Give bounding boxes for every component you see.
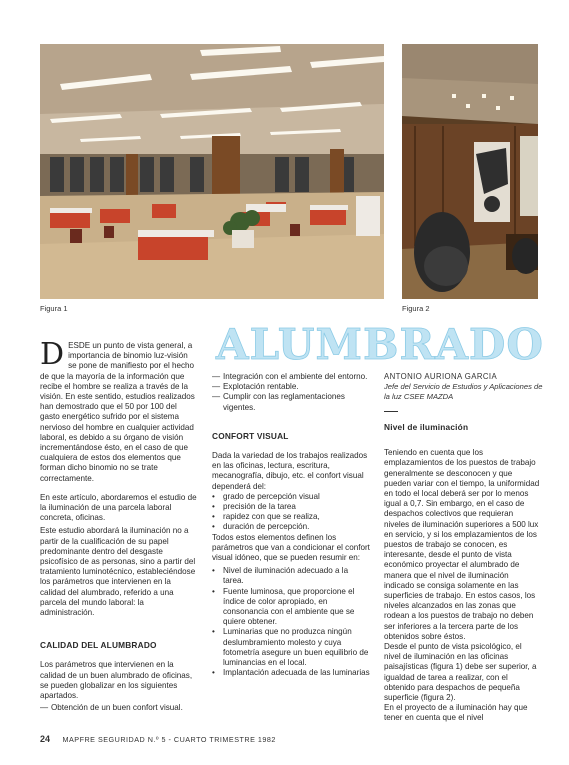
list-item: • duración de percepción. [212,522,310,532]
page-number: 24 [40,734,51,744]
publication-line: MAPFRE SEGURIDAD N.º 5 - CUARTO TRIMESTRE 1982 [62,735,276,744]
list-item: • precisión de la tarea [212,502,296,512]
paragraph: Teniendo en cuenta que los emplazamientos de los puestos de trabajo generalmente se desconocen y que pueden variar con el tiempo, la uniformidad en todo el local deberá ser por lo menos igual a 0,7. Sin embargo, en el caso de despachos colectivos que requieran niveles de iluminación superiores a 500 lux en servicio, y si los emplazamientos de los puestos de trabajo se conocen, es interesante, desde el punto de vista económico proyectar el alumbrado de manera que el nivel de iluminación indicado se consiga solamente en las superficies de trabajo. En estos casos, los niveles alcanzados en las zonas que rodean a los puestos de trabajo no deben ser inferiores a la tercera parte de los obtenidos sobre éstos. [384,448,540,641]
intro-text: ESDE un punto de vista general, a importancia de binomio luz-visión se pone de manifiesto por el hecho de que la mayoría de la información que recibe el hombre se realiza a través de la visión. En este sentido, estudios realizados han demostrado que el 50 por 100 del gasto energético sufrido por el sistema nervioso del hombre en cualquier actividad laboral, es debido a su órgano de visión incrementándose ésto, en el caso de que cualquiera de estos dos elementos que forman dicho binomio no se trate correctamente. [40,341,195,483]
intro-paragraph [40,337,198,484]
figure-2-photo [402,44,538,299]
paragraph: Dada la variedad de los trabajos realizados en las oficinas, lectura, escritura, mecanografía, dibujo, etc. el confort visual dependerá del: [212,451,368,491]
paragraph: Desde el punto de vista psicológico, el nivel de iluminación en las oficinas paisajísticas (figura 1) debe ser superior, a igualdad de tarea a realizar, con el obtenido para despachos de pequeña superficie (figura 2). [384,642,537,703]
list-item: • rapidez con que se realiza, [212,512,320,522]
list-item: • Nivel de iluminación adecuado a la tarea. [212,566,349,586]
list-item: — Integración con el ambiente del entorno. [212,372,368,381]
paragraph: Este estudio abordará la iluminación no a partir de la cualificación de su papel predominante dentro del desgaste psicofísico de as personas, sino a partir del tratamiento luminotécnico, estableciéndose los parámetros que intervienen en la calidad del alumbrado, referido a una parcela del mundo laboral: la administración. [40,526,196,618]
paragraph: En este artículo, abordaremos el estudio de la iluminación de una parcela laboral concreta, oficinas. [40,492,197,523]
list-item: — Cumplir con las reglamentaciones vigentes. [212,392,345,412]
list-item: — Obtención de un buen confort visual. [40,703,183,713]
paragraph: Los parámetros que intervienen en la calidad de un buen alumbrado de oficinas, se pueden globalizar en los siguientes apartados. [40,660,193,701]
section-heading-calidad: CALIDAD DEL ALUMBRADO [40,640,157,651]
author-name: ANTONIO AURIONA GARCIA [384,372,498,381]
list-item: — Explotación rentable. [212,382,299,392]
article-title: ALUMBRADO [216,320,544,369]
paragraph: En el proyecto de a iluminación hay que tener en cuenta que el nivel [384,703,528,723]
list-item: • grado de percepción visual [212,491,320,501]
section-heading-nivel: Nivel de iluminación [384,422,469,432]
section-heading-confort: CONFORT VISUAL [212,430,289,441]
column-3 [384,422,540,724]
page-footer [40,734,276,744]
figure-1-photo [40,44,384,299]
list-item: • Implantación adecuada de las luminarias [212,668,370,678]
paragraph: Todos estos elementos definen los parámetros que van a condicionar el confort visual idóneo, que se pueden resumir en: [212,532,370,563]
list-item: • Luminarias que no produzca ningún deslumbramiento molesto y cuya fotometría asegure un buen equilibrio de luminancias en el local. [212,627,369,668]
figure-1-caption: Figura 1 [40,304,68,313]
author-role: Jefe del Servicio de Estudios y Aplicaciones de la luz CSEE MAZDA [384,382,543,402]
drop-cap: D [40,337,65,372]
author-block [384,372,544,403]
figure-2-caption: Figura 2 [402,304,430,313]
column-1 [40,337,198,714]
list-item: • Fuente luminosa, que proporcione el índice de color apropiado, en consonancia con el ambiente que se quiere obtener. [212,586,355,627]
author-divider [384,411,398,412]
column-2 [212,372,370,678]
